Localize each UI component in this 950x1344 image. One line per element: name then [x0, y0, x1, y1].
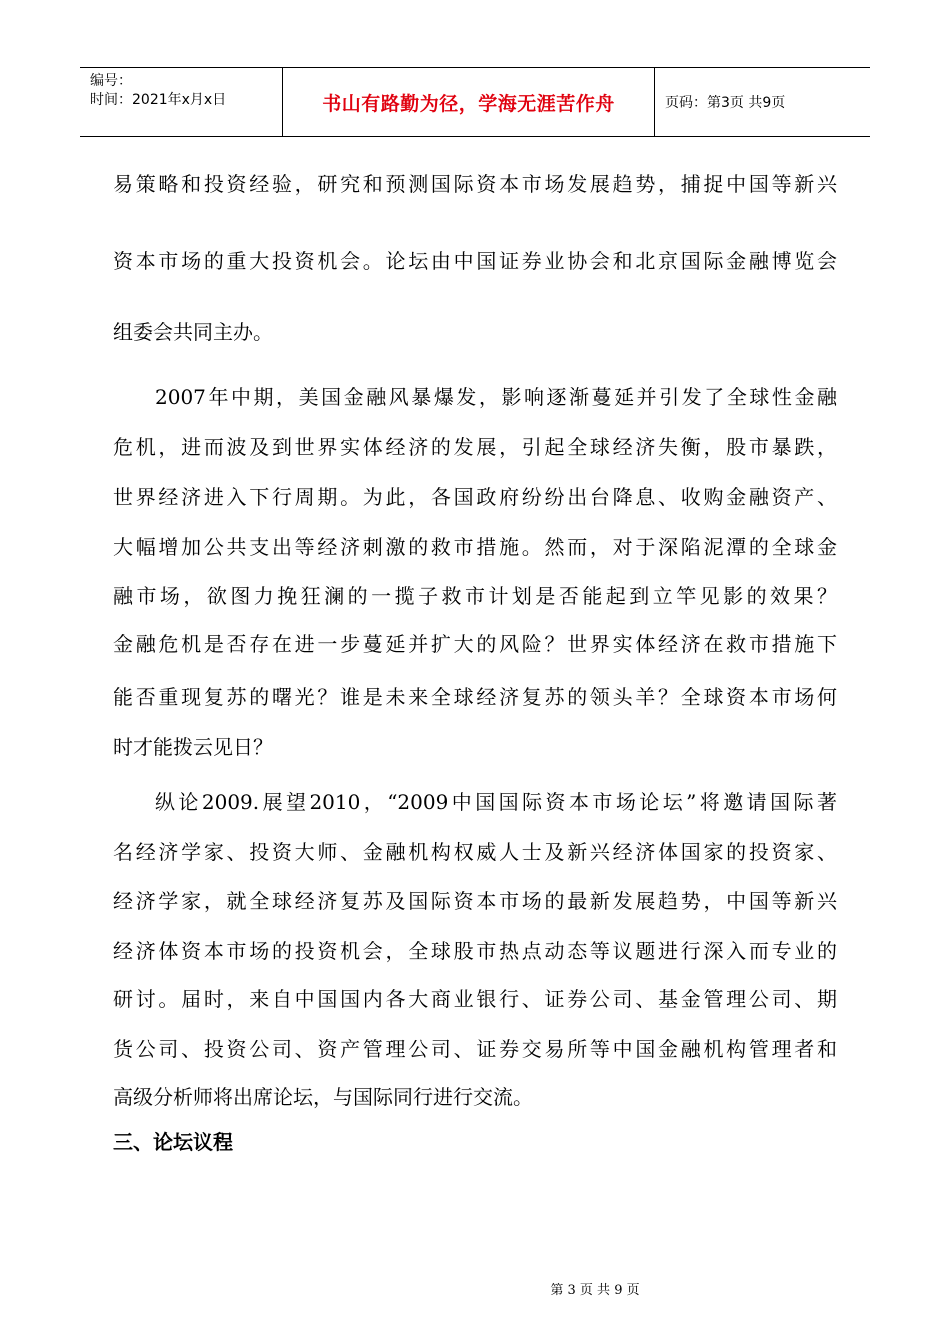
- paragraph-line: 组委会共同主办。: [113, 320, 273, 344]
- paragraph-line: 经济学家，就全球经济复苏及国际资本市场的最新发展趋势，中国等新兴: [113, 889, 837, 913]
- paragraph-line: 金融危机是否存在进一步蔓延并扩大的风险？世界实体经济在救市措施下: [113, 632, 837, 656]
- section-heading: 三、论坛议程: [113, 1130, 233, 1154]
- paragraph-line: 2007年中期，美国金融风暴爆发，影响逐渐蔓延并引发了全球性金融: [155, 385, 837, 409]
- header-info-cell: [80, 68, 283, 136]
- paragraph-line: 货公司、投资公司、资产管理公司、证券交易所等中国金融机构管理者和: [113, 1037, 837, 1061]
- footer-page-number: 第 3 页 共 9 页: [550, 1283, 640, 1298]
- paragraph-line: 纵论2009.展望2010，“2009中国国际资本市场论坛”将邀请国际著: [155, 790, 837, 814]
- paragraph-line: 融市场，欲图力挽狂澜的一揽子救市计划是否能起到立竿见影的效果？: [113, 584, 837, 608]
- header-page-code: 页码：第3页 共9页: [665, 95, 786, 111]
- paragraph-line: 能否重现复苏的曙光？谁是未来全球经济复苏的领头羊？全球资本市场何: [113, 685, 837, 709]
- document-number-label: 编号：: [90, 73, 132, 89]
- page-footer: [0, 1279, 950, 1298]
- paragraph-line: 易策略和投资经验，研究和预测国际资本市场发展趋势，捕捉中国等新兴: [113, 172, 837, 196]
- paragraph-line: 高级分析师将出席论坛，与国际同行进行交流。: [113, 1085, 533, 1109]
- paragraph-line: 经济体资本市场的投资机会，全球股市热点动态等议题进行深入而专业的: [113, 939, 837, 963]
- paragraph-line: 研讨。届时，来自中国国内各大商业银行、证券公司、基金管理公司、期: [113, 987, 837, 1011]
- header-motto: 书山有路勤为径，学海无涯苦作舟: [283, 68, 655, 136]
- document-time-label: 时间：2021年x月x日: [90, 92, 227, 108]
- paragraph-line: 大幅增加公共支出等经济刺激的救市措施。然而，对于深陷泥潭的全球金: [113, 535, 837, 559]
- paragraph-line: 名经济学家、投资大师、金融机构权威人士及新兴经济体国家的投资家、: [113, 840, 837, 864]
- paragraph-line: 时才能拨云见日？: [113, 735, 273, 759]
- header-table: [80, 67, 870, 137]
- paragraph-line: 危机，进而波及到世界实体经济的发展，引起全球经济失衡，股市暴跌，: [113, 435, 837, 459]
- paragraph-line: 资本市场的重大投资机会。论坛由中国证券业协会和北京国际金融博览会: [113, 249, 837, 273]
- paragraph-line: 世界经济进入下行周期。为此，各国政府纷纷出台降息、收购金融资产、: [113, 485, 837, 509]
